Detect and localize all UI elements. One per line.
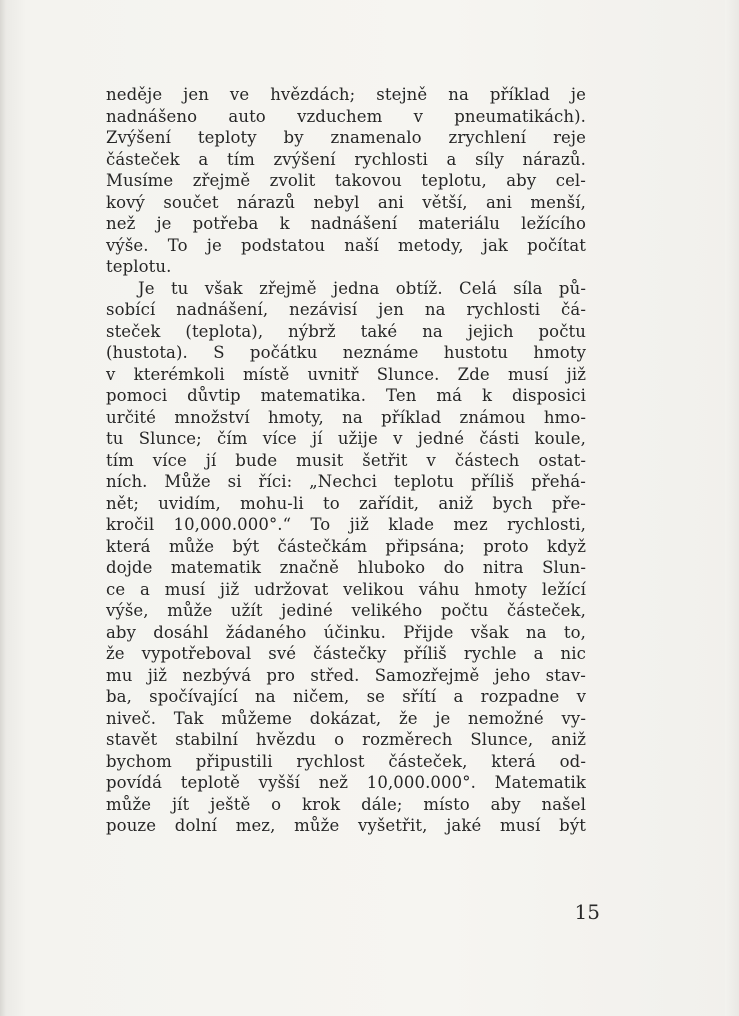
text-line: neděje jen ve hvězdách; stejně na příklad je [106, 85, 586, 104]
text-line: sobící nadnášení, nezávisí jen na rychlosti čá- [106, 300, 586, 319]
text-line: Zvýšení teploty by znamenalo zrychlení reje [106, 128, 586, 147]
text-line: kročil 10,000.000°.“ To již klade mez rychlosti, [106, 515, 586, 534]
text-line: nět; uvidím, mohu-li to zařídit, aniž bych pře- [106, 493, 586, 513]
text-line: nadnášeno auto vzduchem v pneumatikách). [106, 106, 586, 126]
text-line: Musíme zřejmě zvolit takovou teplotu, aby cel- [106, 171, 586, 190]
text-line: může jít ještě o krok dále; místo aby našel [106, 794, 586, 814]
text-line: povídá teplotě vyšší než 10,000.000°. Matematik [106, 773, 586, 792]
text-line: pomoci důvtip matematika. Ten má k disposici [106, 386, 586, 405]
text-line: stavět stabilní hvězdu o rozměrech Slunce, aniž [106, 730, 586, 749]
text-line: niveč. Tak můžeme dokázat, že je nemožné vy- [106, 708, 586, 728]
text-line: výše, může užít jediné velikého počtu částeček, [106, 601, 586, 620]
body-text [106, 84, 586, 837]
text-line: pouze dolní mez, může vyšetřit, jaké musí být [106, 816, 586, 835]
text-line: v kterémkoli místě uvnitř Slunce. Zde musí již [106, 364, 586, 384]
text-line: že vypotřeboval své částečky příliš rychle a nic [106, 644, 586, 663]
text-line: určité množství hmoty, na příklad známou hmo- [106, 407, 586, 427]
text-line: dojde matematik značně hluboko do nitra Slun- [106, 558, 586, 577]
page-spine-edge [0, 0, 18, 1016]
text-line: steček (teplota), nýbrž také na jejich počtu [106, 321, 586, 341]
text-line: částeček a tím zvýšení rychlosti a síly nárazů. [106, 149, 586, 169]
text-line: než je potřeba k nadnášení materiálu ležícího [106, 214, 586, 233]
text-line: Je tu však zřejmě jedna obtíž. Celá síla pů- [138, 278, 586, 298]
text-line: ce a musí již udržovat velikou váhu hmoty ležící [106, 579, 586, 599]
text-line: kový součet nárazů nebyl ani větší, ani menší, [106, 192, 586, 212]
text-line: (hustota). S počátku neznáme hustotu hmoty [106, 343, 586, 362]
text-line: aby dosáhl žádaného účinku. Přijde však na to, [106, 622, 586, 642]
text-line: tu Slunce; čím více jí užije v jedné části koule, [106, 429, 586, 448]
text-line: tím více jí bude musit šetřit v částech ostat- [106, 450, 586, 470]
text-line: teplotu. [106, 257, 172, 276]
page-right-edge [725, 0, 739, 1016]
text-line: bychom připustili rychlost částeček, která od- [106, 751, 586, 771]
text-line: ních. Může si říci: „Nechci teplotu příliš přehá- [106, 472, 586, 491]
text-line: ba, spočívající na ničem, se sřítí a rozpadne v [106, 687, 586, 706]
page-number: 15 [574, 900, 600, 924]
text-line: výše. To je podstatou naší metody, jak počítat [106, 235, 586, 255]
text-line: mu již nezbývá pro střed. Samozřejmě jeho stav- [106, 665, 586, 685]
text-line: která může být částečkám připsána; proto když [106, 536, 586, 556]
